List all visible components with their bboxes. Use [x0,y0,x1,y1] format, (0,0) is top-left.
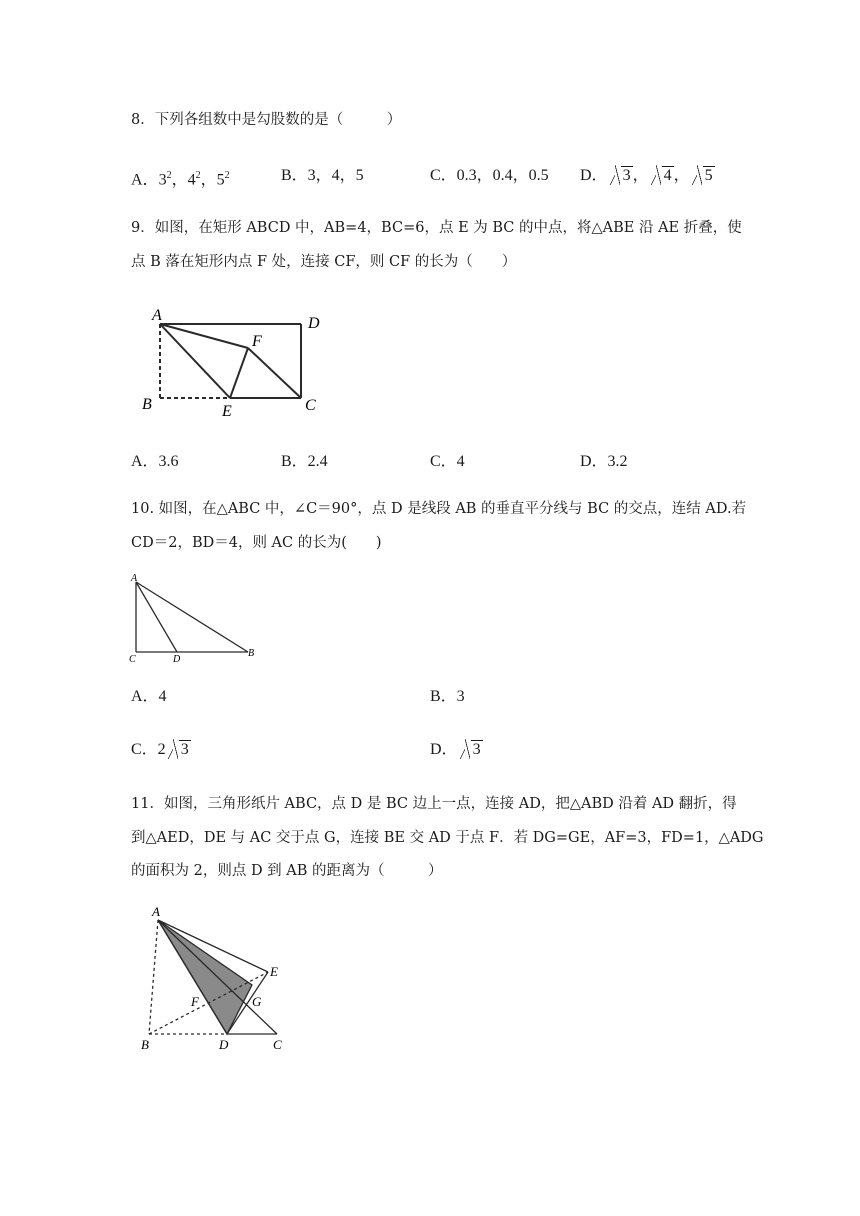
q10-stem-line1: 10. 如图，在△ABC 中，∠C＝90°，点 D 是线段 AB 的垂直平分线与 BC 的交点，连结 AD.若 [131,501,747,517]
q11-label-d: D [219,1037,229,1052]
q10-option-d[interactable]: D． 3 [430,741,481,758]
q9-figure [130,300,340,425]
q9-stem-line2: 点 B 落在矩形内点 F 处，连接 CF，则 CF 的长为（ ） [131,254,517,270]
q9-label-e: E [222,403,232,420]
q10-option-c[interactable]: C．2 3 [131,741,189,758]
q11-figure [135,900,305,1060]
q8-option-c[interactable]: C．0.3，0.4，0.5 [430,167,549,184]
q10-label-a: A [131,573,138,584]
q11-label-c: C [273,1037,282,1052]
q10-stem-line2: CD＝2，BD＝4，则 AC 的长为( ) [131,535,382,551]
q10-figure [125,570,265,666]
q9-label-d: D [308,315,320,332]
q11-stem-line3: 的面积为 2，则点 D 到 AB 的距离为（ ） [131,863,443,879]
q10-option-a[interactable]: A．4 [131,688,167,705]
q9-label-f: F [252,333,262,350]
q8-option-a[interactable]: A．$3^2$，$4^2$，$5^2$ [131,170,230,189]
q10-label-d: D [173,654,181,665]
q9-stem-line1: 9．如图，在矩形 ABCD 中，AB=4，BC=6，点 E 为 BC 的中点，将△ABE 沿 AE 折叠，使 [131,220,742,236]
q9-label-b: B [142,396,152,413]
q10-label-b: B [248,648,255,659]
q8-option-b[interactable]: B．3，4，5 [281,167,364,184]
q11-label-e: E [270,964,278,979]
q11-label-f: F [191,994,199,1009]
q11-stem-line2: 到△AED，DE 与 AC 交于点 G，连接 BE 交 AD 于点 F．若 DG=GE，AF=3，FD=1，△ADG [131,830,764,846]
q11-label-a: A [152,904,160,919]
q9-label-a: A [152,307,162,324]
q10-label-c: C [129,654,136,665]
q11-stem-line1: 11．如图，三角形纸片 ABC，点 D 是 BC 边上一点，连接 AD，把△ABD 沿着 AD 翻折，得 [131,796,737,812]
q11-label-g: G [252,994,262,1009]
q10-option-b[interactable]: B．3 [430,688,465,705]
q8-stem: 8．下列各组数中是勾股数的是（ ） [131,112,402,128]
q9-label-c: C [305,397,316,414]
q9-option-d[interactable]: D．3.2 [580,453,628,470]
q11-label-b: B [141,1037,149,1052]
q9-option-c[interactable]: C．4 [430,453,465,470]
q9-option-b[interactable]: B．2.4 [281,453,328,470]
q9-option-a[interactable]: A．3.6 [131,453,179,470]
q8-option-d[interactable]: D． 3 ， 4 ， 5 [580,167,713,184]
